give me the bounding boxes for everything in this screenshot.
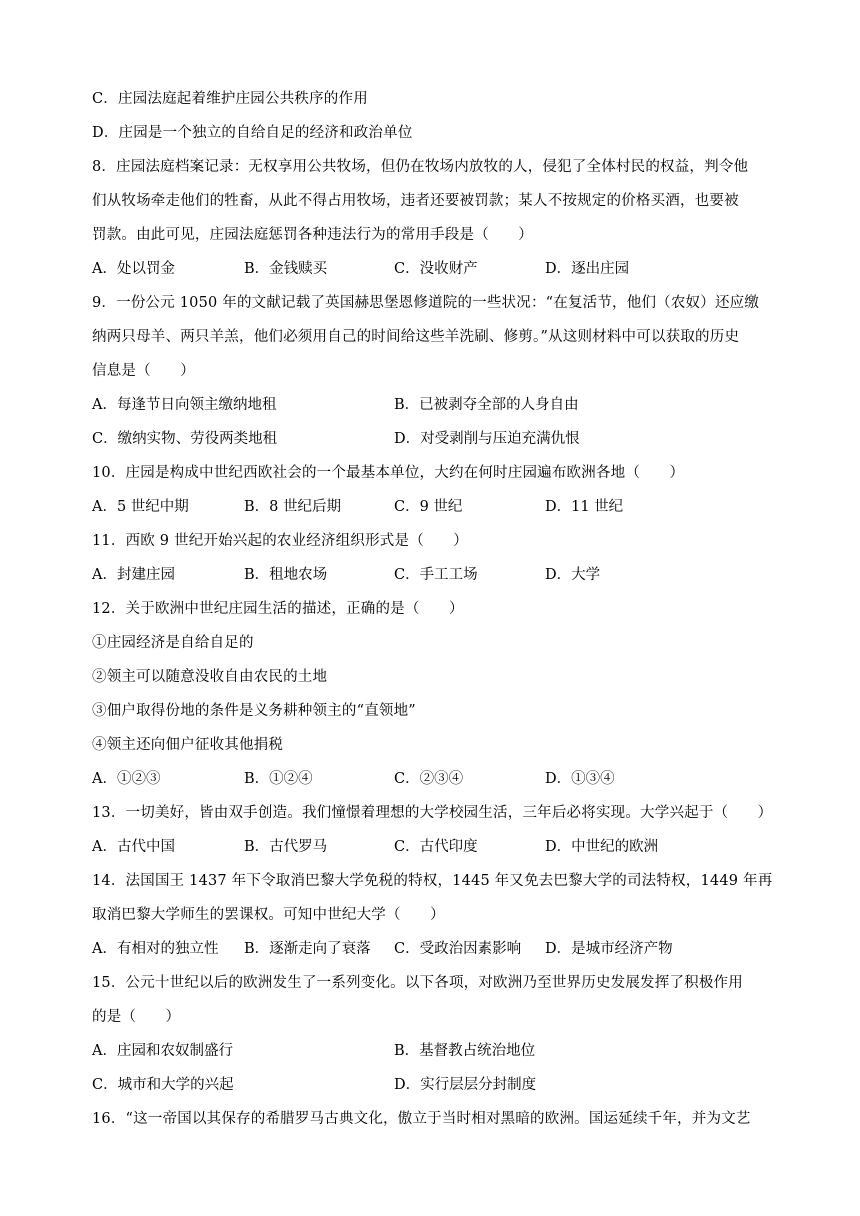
q11-option-d: D．大学 xyxy=(545,567,601,583)
q12-statement-1: ①庄园经济是自给自足的 xyxy=(92,635,254,651)
q8-option-a: A．处以罚金 xyxy=(92,261,175,277)
q14-option-a: A．有相对的独立性 xyxy=(92,941,219,957)
q8-option-d: D．逐出庄园 xyxy=(545,261,630,277)
q14-option-c: C．受政治因素影响 xyxy=(394,941,522,957)
question-8-line-2: 们从牧场牵走他们的牲畜，从此不得占用牧场，违者还要被罚款；某人不按规定的价格买酒，也要被 xyxy=(92,193,739,209)
q10-option-d: D．11 世纪 xyxy=(545,499,624,515)
q15-option-d: D．实行层层分封制度 xyxy=(394,1077,537,1093)
question-15-line-2: 的是（ ） xyxy=(92,1009,181,1025)
q13-option-c: C．古代印度 xyxy=(394,839,478,855)
question-9-line-1: 9．一份公元 1050 年的文献记载了英国赫思堡恩修道院的一些状况：“在复活节，他们（农奴）还应缴 xyxy=(92,295,760,311)
q13-option-a: A．古代中国 xyxy=(92,839,175,855)
question-13: 13．一切美好，皆由双手创造。我们憧憬着理想的大学校园生活，三年后必将实现。大学兴起于（ ） xyxy=(92,805,773,821)
q12-option-b: B．①②④ xyxy=(244,771,313,787)
question-11: 11．西欧 9 世纪开始兴起的农业经济组织形式是（ ） xyxy=(92,533,468,549)
q11-option-c: C．手工工场 xyxy=(394,567,478,583)
q10-option-c: C．9 世纪 xyxy=(394,499,463,515)
q10-option-a: A．5 世纪中期 xyxy=(92,499,189,515)
q15-option-a: A．庄园和农奴制盛行 xyxy=(92,1043,233,1059)
question-8-line-3: 罚款。由此可见，庄园法庭惩罚各种违法行为的常用手段是（ ） xyxy=(92,227,533,243)
q12-option-a: A．①②③ xyxy=(92,771,161,787)
q13-option-b: B．古代罗马 xyxy=(244,839,328,855)
q13-option-d: D．中世纪的欧洲 xyxy=(545,839,659,855)
q12-option-c: C．②③④ xyxy=(394,771,464,787)
question-9-line-2: 纳两只母羊、两只羊羔，他们必须用自己的时间给这些羊洗刷、修剪。”从这则材料中可以获取的历史 xyxy=(92,329,740,345)
q11-option-a: A．封建庄园 xyxy=(92,567,175,583)
question-15-line-1: 15．公元十世纪以后的欧洲发生了一系列变化。以下各项，对欧洲乃至世界历史发展发挥了积极作用 xyxy=(92,975,743,991)
question-8-line-1: 8．庄园法庭档案记录：无权享用公共牧场，但仍在牧场内放牧的人，侵犯了全体村民的权益，判令他 xyxy=(92,159,749,175)
question-12: 12．关于欧洲中世纪庄园生活的描述，正确的是（ ） xyxy=(92,601,464,617)
q10-option-b: B．8 世纪后期 xyxy=(244,499,341,515)
q15-option-b: B．基督教占统治地位 xyxy=(394,1043,536,1059)
q8-option-b: B．金钱赎买 xyxy=(244,261,328,277)
q14-option-b: B．逐渐走向了衰落 xyxy=(244,941,371,957)
q8-option-c: C．没收财产 xyxy=(394,261,478,277)
q9-option-b: B．已被剥夺全部的人身自由 xyxy=(394,397,579,413)
q14-option-d: D．是城市经济产物 xyxy=(545,941,673,957)
q15-option-c: C．城市和大学的兴起 xyxy=(92,1077,234,1093)
question-10: 10．庄园是构成中世纪西欧社会的一个最基本单位，大约在何时庄园遍布欧洲各地（ ） xyxy=(92,465,685,481)
q9-option-d: D．对受剥削与压迫充满仇恨 xyxy=(394,431,580,447)
option-d-q7: D．庄园是一个独立的自给自足的经济和政治单位 xyxy=(92,125,413,141)
question-9-line-3: 信息是（ ） xyxy=(92,363,195,379)
q9-option-c: C．缴纳实物、劳役两类地租 xyxy=(92,431,278,447)
q12-statement-2: ②领主可以随意没收自由农民的土地 xyxy=(92,669,328,685)
question-14-line-2: 取消巴黎大学师生的罢课权。可知中世纪大学（ ） xyxy=(92,907,445,923)
question-16-line-1: 16．“这一帝国以其保存的希腊罗马古典文化，傲立于当时相对黑暗的欧洲。国运延续千年，并为文艺 xyxy=(92,1111,751,1127)
option-c-q7: C．庄园法庭起着维护庄园公共秩序的作用 xyxy=(92,91,368,107)
q12-statement-4: ④领主还向佃户征收其他捐税 xyxy=(92,737,284,753)
q11-option-b: B．租地农场 xyxy=(244,567,328,583)
q9-option-a: A．每逢节日向领主缴纳地租 xyxy=(92,397,277,413)
question-14-line-1: 14．法国国王 1437 年下令取消巴黎大学免税的特权，1445 年又免去巴黎大学的司法特权，1449 年再 xyxy=(92,873,773,889)
q12-option-d: D．①③④ xyxy=(545,771,615,787)
q12-statement-3: ③佃户取得份地的条件是义务耕种领主的“直领地” xyxy=(92,703,416,719)
